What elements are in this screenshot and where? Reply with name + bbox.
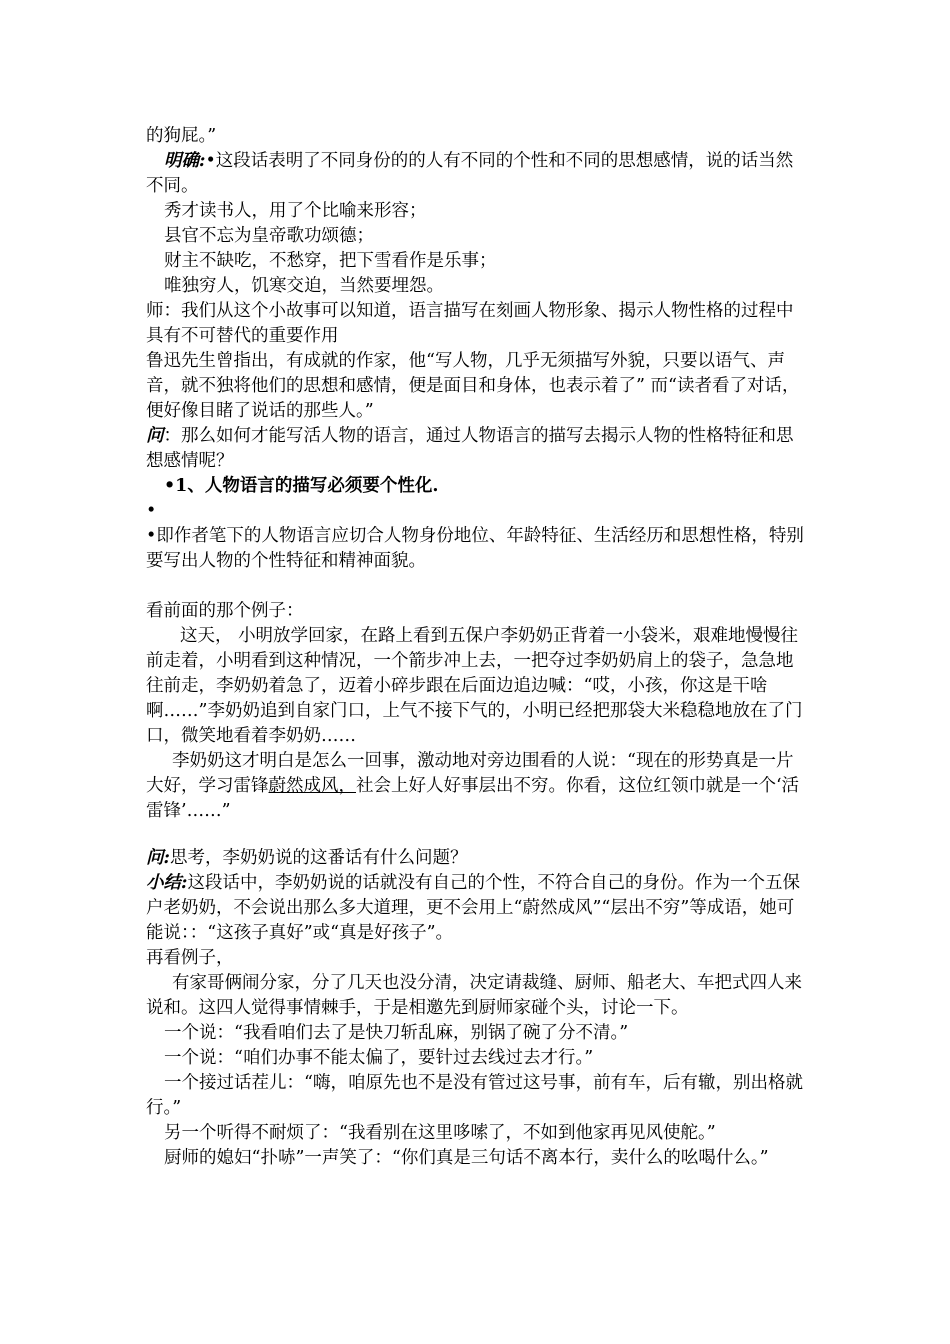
label-question: 问: [146,848,170,868]
text-line: 的狗屁。” [146,126,217,146]
label-summary: 小结: [146,873,188,893]
spacer [146,574,810,599]
text-line: 唯独穷人，饥寒交迫，当然要埋怨。 [164,276,444,296]
story-paragraph: 这天， 小明放学回家，在路上看到五保户李奶奶正背着一小袋米，艰难地慢慢往前走着，小明看到这种情况，一个箭步冲上去，一把夺过李奶奶肩上的袋子，急急地往前走，李奶奶着急了，迈着小碎步跟在后面边追边喊：“哎，小孩，你这是干啥啊……”李奶奶追到自家门口，上气不接下气的，小明已经把那袋大米稳稳地放在了门口，微笑地看着李奶奶…… [146,626,803,746]
summary-paragraph [146,871,810,946]
text-line: 看前面的那个例子： [146,601,304,621]
label-answer: 明确: [164,151,206,171]
question-text: ：那么如何才能写活人物的语言，通过人物语言的描写去揭示人物的性格特征和思想感情呢？ [146,426,794,471]
text-line: 秀才读书人，用了个比喻来形容； [164,201,427,221]
section-heading: •1、人物语言的描写必须要个性化. [164,476,439,496]
answer-text: •这段话表明了不同身份的的人有不同的个性和不同的思想感情，说的话当然不同。 [146,151,794,196]
underlined-idiom: 蔚然成风， [268,776,356,796]
dialogue-line: 一个说：“我看咱们去了是快刀斩乱麻，别锅了碗了分不清。” [164,1023,629,1043]
story-paragraph: 有家哥俩闹分家，分了几天也没分清，决定请裁缝、厨师、船老大、车把式四人来说和。这四人觉得事情棘手，于是相邀先到厨师家碰个头，讨论一下。 [146,973,802,1018]
question-text: 思考，李奶奶说的这番话有什么问题？ [169,848,468,868]
label-question: 问 [146,426,164,446]
spacer [146,824,810,846]
document-body [146,124,810,1171]
text-line: 财主不缺吃，不愁穿，把下雪看作是乐事； [164,251,497,271]
dialogue-line: 另一个听得不耐烦了：“我看别在这里哆嗦了，不如到他家再见风使舵。” [164,1123,716,1143]
story-paragraph [146,749,810,824]
text-line: 县官不忘为皇帝歌功颂德； [164,226,374,246]
bullet-paragraph: •即作者笔下的人物语言应切合人物身份地位、年龄特征、生活经历和思想性格，特别要写出人物的个性特征和精神面貌。 [146,526,804,571]
summary-text: 这段话中，李奶奶说的话就没有自己的个性，不符合自己的身份。作为一个五保户老奶奶，不会说出那么多大道理，更不会用上“蔚然成风”“层出不穷”等成语，她可能说：：“这孩子真好”或“真是好孩子”。 [146,873,800,943]
answer-paragraph [146,149,810,199]
teacher-paragraph: 师：我们从这个小故事可以知道，语言描写在刻画人物形象、揭示人物性格的过程中具有不可替代的重要作用 [146,301,794,346]
quote-paragraph: 鲁迅先生曾指出，有成就的作家，他“写人物，几乎无须描写外貌，只要以语气、声音，就不独将他们的思想和感情，便是面目和身体，也表示着了” 而“读者看了对话，便好像目睹了说话的那些人。” [146,351,800,421]
story-text: 李奶奶这才明白是怎么一回事，激动地对旁边围看的人说：“现在的形势真是一片大好，学习雷锋 [146,751,794,796]
dialogue-line: 一个接过话茬儿：“嗨，咱原先也不是没有管过这号事，前有车，后有辙，别出格就行。” [146,1073,803,1118]
text-line: 再看例子， [146,948,234,968]
dialogue-line: 厨师的媳妇“扑哧”一声笑了：“你们真是三句话不离本行，卖什么的吆喝什么。” [164,1148,769,1168]
story-text: 社会上好人好事层出不穷。你看，这位红领巾就是一个‘活雷锋’……” [146,776,800,821]
bullet-line: • [146,501,157,521]
question-paragraph [146,424,810,474]
question-paragraph [146,846,810,871]
dialogue-line: 一个说：“咱们办事不能太偏了，要针过去线过去才行。” [164,1048,594,1068]
